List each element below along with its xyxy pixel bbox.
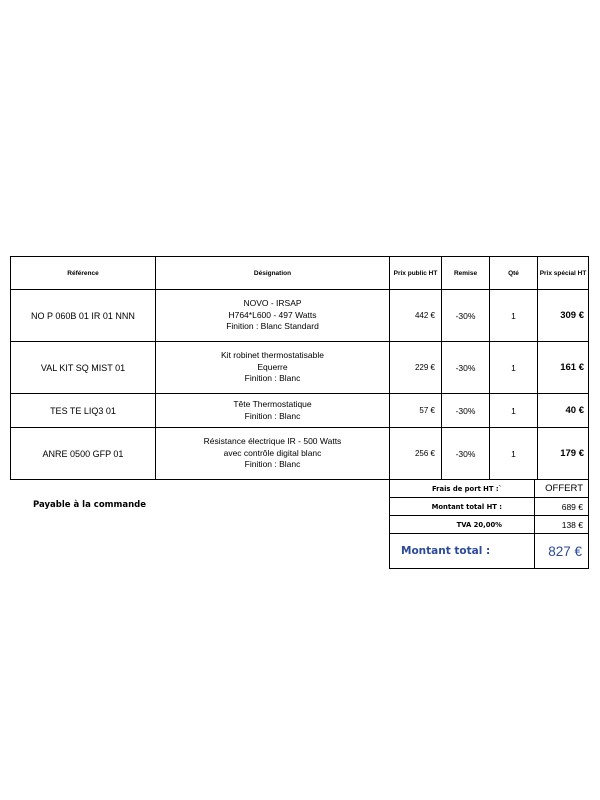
designation-line: Résistance électrique IR - 500 Watts	[203, 436, 342, 447]
row-discount: -30%	[442, 428, 490, 480]
row-public-price: 229 €	[390, 342, 442, 394]
row-discount: -30%	[442, 290, 490, 342]
table-row	[11, 394, 589, 428]
row-discount: -30%	[442, 342, 490, 394]
row-reference: VAL KIT SQ MIST 01	[11, 342, 156, 394]
designation-line: Finition : Blanc	[244, 373, 301, 384]
table-header-row	[11, 257, 589, 290]
row-quantity: 1	[490, 428, 538, 480]
shipping-label: Frais de port HT :`	[390, 480, 535, 498]
header-reference: Référence	[11, 257, 156, 290]
row-special-price: 161 €	[538, 342, 589, 394]
row-designation	[156, 428, 390, 480]
row-reference: TES TE LIQ3 01	[11, 394, 156, 428]
designation-line: Finition : Blanc	[244, 459, 301, 470]
shipping-row	[390, 480, 589, 498]
header-special-price: Prix spécial HT	[538, 257, 589, 290]
designation-line: Tête Thermostatique	[233, 399, 312, 409]
header-public-price: Prix public HT	[390, 257, 442, 290]
subtotal-value: 689 €	[535, 498, 589, 516]
vat-value: 138 €	[535, 516, 589, 534]
designation-line: H764*L600 - 497 Watts	[228, 309, 317, 320]
row-quantity: 1	[490, 290, 538, 342]
row-special-price: 40 €	[538, 394, 589, 428]
grand-total-label: Montant total :	[390, 534, 535, 569]
designation-line: Finition : Blanc Standard	[226, 321, 319, 332]
row-public-price: 256 €	[390, 428, 442, 480]
table-row	[11, 290, 589, 342]
header-quantity: Qté	[490, 257, 538, 290]
totals-table	[389, 479, 589, 569]
grand-total-value: 827 €	[535, 534, 589, 569]
designation-line: Equerre	[257, 361, 288, 372]
header-designation: Désignation	[156, 257, 390, 290]
designation-line: Finition : Blanc	[244, 410, 301, 421]
row-designation	[156, 290, 390, 342]
row-public-price: 57 €	[390, 394, 442, 428]
vat-row	[390, 516, 589, 534]
row-special-price: 179 €	[538, 428, 589, 480]
row-designation	[156, 342, 390, 394]
designation-line: NOVO - IRSAP	[243, 298, 302, 309]
vat-label: TVA 20,00%	[390, 516, 535, 534]
row-public-price: 442 €	[390, 290, 442, 342]
row-quantity: 1	[490, 394, 538, 428]
row-reference: ANRE 0500 GFP 01	[11, 428, 156, 480]
row-reference: NO P 060B 01 IR 01 NNN	[11, 290, 156, 342]
quote-items-table	[10, 256, 589, 480]
row-designation	[156, 394, 390, 428]
grand-total-row	[390, 534, 589, 569]
row-special-price: 309 €	[538, 290, 589, 342]
subtotal-label: Montant total HT :	[390, 498, 535, 516]
designation-line: Kit robinet thermostatisable	[221, 350, 324, 361]
payable-note: Payable à la commande	[33, 500, 147, 510]
table-row	[11, 428, 589, 480]
subtotal-row	[390, 498, 589, 516]
table-row	[11, 342, 589, 394]
shipping-value: OFFERT	[535, 480, 589, 498]
designation-line: avec contrôle digital blanc	[223, 447, 322, 458]
row-quantity: 1	[490, 342, 538, 394]
header-discount: Remise	[442, 257, 490, 290]
row-discount: -30%	[442, 394, 490, 428]
